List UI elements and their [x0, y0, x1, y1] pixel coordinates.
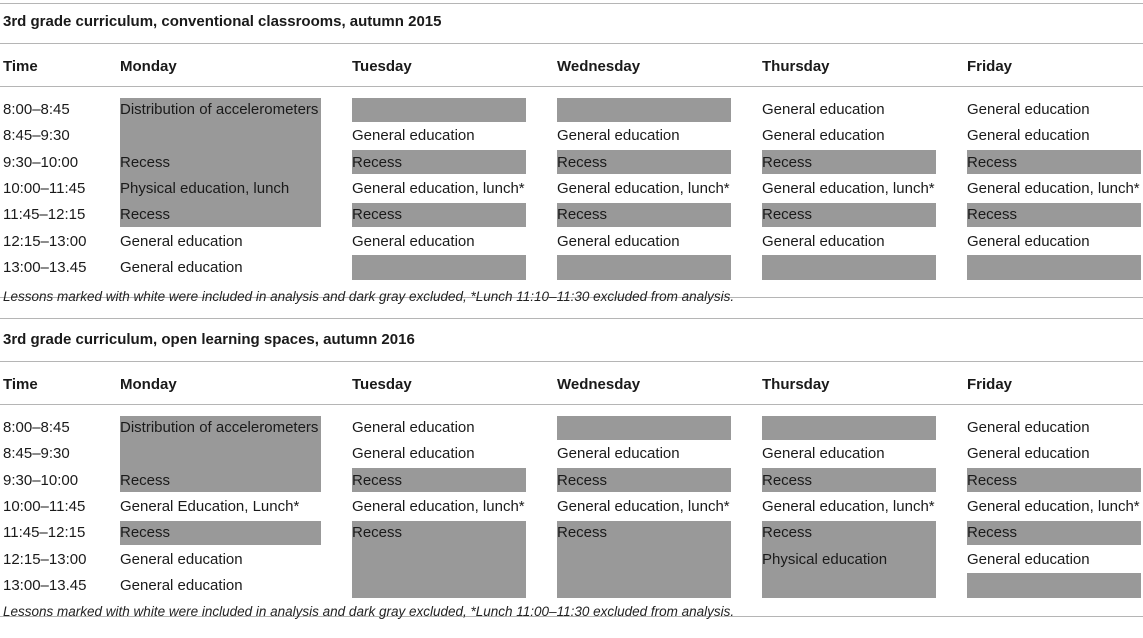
cell-monday: General education	[120, 258, 243, 276]
cell-thursday: General education, lunch*	[762, 497, 935, 515]
cell-tuesday: Recess	[352, 206, 403, 224]
cell-monday: Physical education, lunch	[120, 179, 290, 197]
cell-wednesday: Recess	[557, 471, 608, 489]
cell-wednesday: General education, lunch*	[557, 179, 730, 197]
time-slot: 12:15–13:00	[3, 550, 87, 568]
table-title: 3rd grade curriculum, open learning spaces, autumn 2016	[3, 331, 415, 348]
excluded-block-wednesday	[557, 416, 731, 440]
column-header-thursday: Thursday	[762, 58, 830, 75]
cell-thursday: General education	[762, 101, 885, 118]
divider-line	[0, 404, 1143, 405]
cell-monday: Recess	[120, 471, 171, 489]
cell-friday: General education, lunch*	[967, 179, 1140, 197]
column-header-wednesday: Wednesday	[557, 58, 641, 75]
cell-friday: Recess	[967, 471, 1018, 489]
cell-thursday: Recess	[762, 153, 813, 171]
excluded-block-friday	[967, 573, 1141, 597]
cell-tuesday: General education	[352, 127, 475, 145]
excluded-block-wednesday	[557, 98, 731, 122]
cell-tuesday: General education	[352, 232, 475, 250]
table-footnote: Lessons marked with white were included in analysis and dark gray excluded, *Lunch 11:10–11:30 excluded from analysis.	[3, 289, 735, 304]
cell-friday: General education	[967, 445, 1090, 463]
cell-monday: Recess	[120, 524, 171, 542]
column-header-wednesday: Wednesday	[557, 376, 641, 393]
excluded-block-wednesday	[557, 255, 731, 279]
time-slot: 11:45–12:15	[3, 524, 86, 542]
time-slot: 13:00–13.45	[3, 576, 87, 594]
column-header-tuesday: Tuesday	[352, 376, 412, 393]
cell-thursday: General education, lunch*	[762, 179, 935, 197]
excluded-block-thursday	[762, 255, 936, 279]
excluded-block-tuesday	[352, 255, 526, 279]
time-slot: 9:30–10:00	[3, 471, 79, 489]
cell-wednesday: Recess	[557, 153, 608, 171]
cell-friday: General education	[967, 419, 1090, 436]
column-header-friday: Friday	[967, 376, 1013, 393]
cell-monday: General education	[120, 550, 243, 568]
cell-wednesday: General education	[557, 445, 680, 463]
cell-friday: General education	[967, 127, 1090, 145]
cell-monday: Distribution of accelerometers	[120, 101, 319, 118]
time-slot: 10:00–11:45	[3, 497, 86, 515]
divider-line	[0, 86, 1143, 87]
time-slot: 11:45–12:15	[3, 206, 86, 224]
cell-thursday: Physical education	[762, 550, 888, 568]
column-header-friday: Friday	[967, 58, 1013, 75]
cell-friday: Recess	[967, 524, 1018, 542]
cell-thursday: General education	[762, 445, 885, 463]
cell-monday: Recess	[120, 206, 171, 224]
cell-monday: General education	[120, 232, 243, 250]
time-slot: 8:00–8:45	[3, 101, 70, 118]
cell-tuesday: General education, lunch*	[352, 497, 525, 515]
column-header-time: Time	[3, 376, 38, 393]
cell-tuesday: Recess	[352, 153, 403, 171]
divider-line	[0, 361, 1143, 362]
cell-friday: General education	[967, 101, 1090, 118]
cell-wednesday: Recess	[557, 206, 608, 224]
time-slot: 9:30–10:00	[3, 153, 79, 171]
time-slot: 12:15–13:00	[3, 232, 87, 250]
cell-monday: General education	[120, 576, 243, 594]
cell-wednesday: General education	[557, 127, 680, 145]
cell-thursday: Recess	[762, 471, 813, 489]
divider-line	[0, 318, 1143, 319]
cell-tuesday: General education, lunch*	[352, 179, 525, 197]
column-header-tuesday: Tuesday	[352, 58, 412, 75]
cell-wednesday: General education	[557, 232, 680, 250]
cell-thursday: Recess	[762, 206, 813, 224]
table-footnote: Lessons marked with white were included in analysis and dark gray excluded, *Lunch 11:00–11:30 excluded from analysis.	[3, 604, 735, 619]
divider-line	[0, 43, 1143, 44]
time-slot: 8:45–9:30	[3, 445, 70, 463]
cell-tuesday: General education	[352, 445, 475, 463]
table-title: 3rd grade curriculum, conventional classrooms, autumn 2015	[3, 13, 442, 30]
cell-thursday: Recess	[762, 524, 813, 542]
cell-friday: Recess	[967, 153, 1018, 171]
cell-tuesday: Recess	[352, 524, 403, 542]
cell-tuesday: General education	[352, 419, 475, 436]
time-slot: 8:00–8:45	[3, 419, 70, 436]
column-header-monday: Monday	[120, 376, 177, 393]
cell-wednesday: General education, lunch*	[557, 497, 730, 515]
cell-friday: General education	[967, 550, 1090, 568]
column-header-time: Time	[3, 58, 38, 75]
time-slot: 13:00–13.45	[3, 258, 87, 276]
time-slot: 10:00–11:45	[3, 179, 86, 197]
cell-monday: General Education, Lunch*	[120, 497, 300, 515]
cell-monday: Recess	[120, 153, 171, 171]
column-header-thursday: Thursday	[762, 376, 830, 393]
cell-tuesday: Recess	[352, 471, 403, 489]
excluded-block-tuesday	[352, 98, 526, 122]
divider-line	[0, 3, 1143, 4]
column-header-monday: Monday	[120, 58, 177, 75]
cell-thursday: General education	[762, 232, 885, 250]
cell-monday: Distribution of accelerometers	[120, 419, 319, 436]
excluded-block-friday	[967, 255, 1141, 279]
cell-friday: General education, lunch*	[967, 497, 1140, 515]
cell-thursday: General education	[762, 127, 885, 145]
excluded-block-thursday	[762, 416, 936, 440]
cell-friday: General education	[967, 232, 1090, 250]
cell-friday: Recess	[967, 206, 1018, 224]
time-slot: 8:45–9:30	[3, 127, 70, 145]
cell-wednesday: Recess	[557, 524, 608, 542]
